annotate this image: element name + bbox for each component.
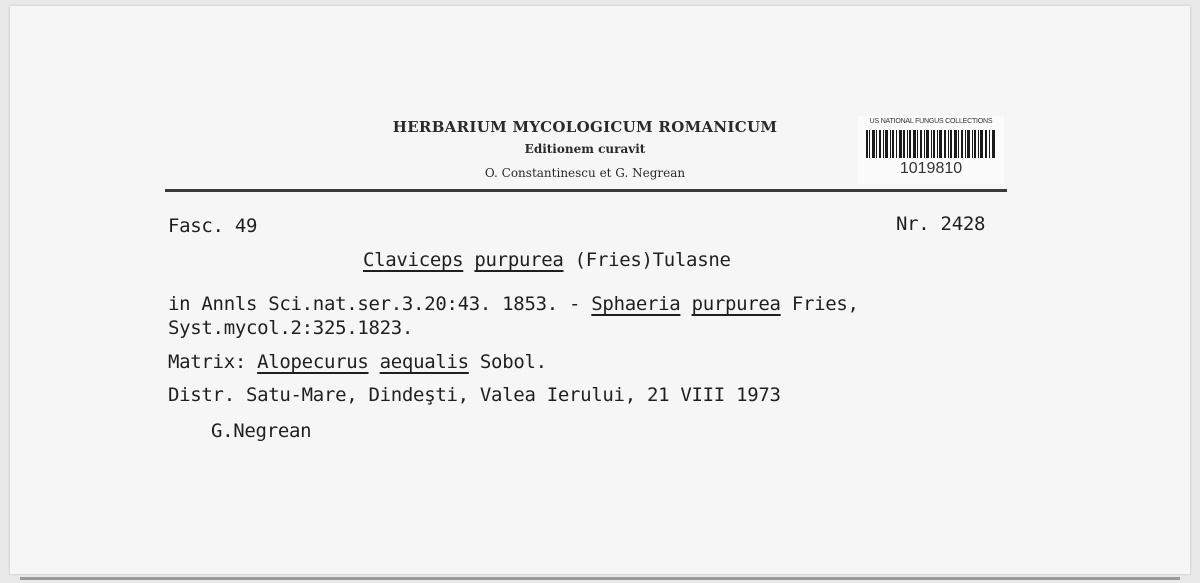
taxon-author: (Fries)Tulasne xyxy=(574,249,731,271)
matrix-prefix: Matrix: xyxy=(168,351,246,373)
matrix-genus: Alopecurus xyxy=(257,351,369,373)
matrix-species: aequalis xyxy=(379,351,469,373)
barcode-number: 1019810 xyxy=(899,160,963,177)
sheet-edge xyxy=(20,577,1180,580)
taxon-name xyxy=(363,249,731,271)
synonym-genus: Sphaeria xyxy=(591,293,681,315)
taxon-genus: Claviceps xyxy=(363,249,464,271)
herbarium-label xyxy=(10,6,1190,574)
matrix-line xyxy=(168,351,547,373)
specimen-number: Nr. 2428 xyxy=(896,213,986,235)
fascicle-number: Fasc. 49 xyxy=(168,215,258,237)
herbarium-subtitle: Editionem curavit xyxy=(524,142,646,156)
label-header xyxy=(380,118,790,180)
collector-name: G.Negrean xyxy=(211,420,312,442)
synonym-author: Fries, xyxy=(791,293,859,315)
matrix-author: Sobol. xyxy=(479,351,547,373)
barcode-caption: US NATIONAL FUNGUS COLLECTIONS xyxy=(869,118,993,125)
citation-line-2: Syst.mycol.2:325.1823. xyxy=(168,317,414,339)
header-divider xyxy=(165,189,1007,192)
barcode-sticker xyxy=(858,116,1004,184)
locality-line: Distr. Satu-Mare, Dindeşti, Valea Ierului, 21 VIII 1973 xyxy=(168,384,781,406)
herbarium-editors: O. Constantinescu et G. Negrean xyxy=(484,166,686,180)
herbarium-title: HERBARIUM MYCOLOGICUM ROMANICUM xyxy=(392,118,778,136)
barcode-icon xyxy=(866,130,996,158)
synonym-species: purpurea xyxy=(691,293,781,315)
taxon-species: purpurea xyxy=(474,249,564,271)
citation-line-1 xyxy=(168,293,859,315)
citation-prefix: in Annls Sci.nat.ser.3.20:43. 1853. - xyxy=(168,293,581,315)
